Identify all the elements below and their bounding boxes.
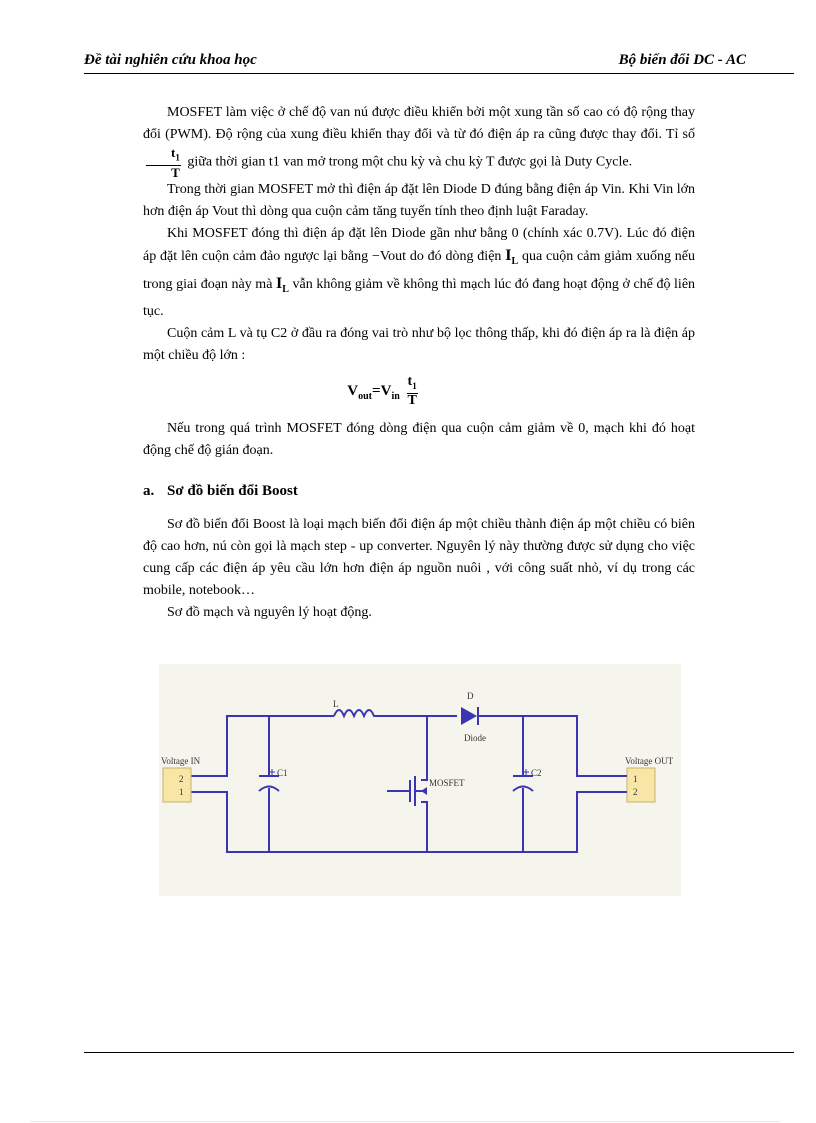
section-number: a.: [143, 482, 155, 499]
capacitor-polarity: [269, 769, 529, 775]
symbol-inductor-current: $I_L$: [276, 274, 289, 295]
label-c1: C1: [277, 768, 288, 778]
paragraph-discontinuous: Nếu trong quá trình MOSFET đóng dòng điện qua cuộn cảm giảm về 0, mạch khi đó hoạt động chế độ gián đoạn.: [143, 420, 695, 458]
section-title: Sơ đồ biến đổi Boost: [167, 482, 298, 499]
label-in-pin-bottom: 1: [179, 787, 184, 797]
document-body: [143, 102, 695, 624]
boost-circuit-diagram: [159, 664, 681, 896]
label-c2: C2: [531, 768, 542, 778]
label-diode-top: D: [467, 691, 474, 701]
section-heading: [143, 480, 695, 502]
diode-symbol: [461, 707, 477, 725]
formula-vout: $V_{out}=V_{in}$ $\frac{t_1}{T}$: [347, 373, 417, 408]
paragraph-mosfet-off: [143, 223, 695, 323]
symbol-inductor-current: $I_L$: [505, 246, 519, 267]
output-connector: [627, 768, 655, 802]
fraction-denominator: T: [171, 164, 180, 180]
wire-out-bottom: [523, 792, 611, 852]
wire-mosfet-drain: [421, 716, 427, 780]
paragraph-boost-intro: Sơ đồ biến đổi Boost là loại mạch biến đổi điện áp một chiều thành điện áp một chiều có biên độ cao hơn, nú còn gọi là mạch step - up converter. Nguyên lý này thường được sử dụng cho việc cung cấp các điện áp yêu cầu lớn hơn điện áp nguồn nuôi , với công suất nhỏ, ví dụ trong các mobile, notebook…: [143, 516, 695, 598]
paragraph-text: vẫn không giảm về không thì mạch lúc đó đang hoạt động ở chế độ liên tục.: [143, 276, 696, 319]
footer-divider: [84, 1052, 794, 1053]
wire-in-top: [191, 716, 334, 776]
fraction-numerator: t: [171, 145, 176, 160]
wire-in-bottom: [191, 792, 523, 852]
input-connector: [163, 768, 191, 802]
paragraph-text: Khi MOSFET đóng thì điện áp đặt lên Diode gần như bằng 0 (chính xác 0.7V). Lúc đó điện áp đặt lên cuộn cảm đảo ngược lại bằng −Vout do đó dòng điện: [143, 225, 695, 264]
header-divider: [84, 73, 794, 74]
paragraph-circuit-intro: Sơ đồ mạch và nguyên lý hoạt động.: [167, 604, 372, 620]
page-header: [84, 52, 794, 74]
label-out-pin-bottom: 2: [633, 787, 638, 797]
inductor-coil: [334, 710, 427, 716]
paragraph-text: MOSFET làm việc ở chế độ van nú được điều khiển bởi một xung tần số cao có độ rộng thay đổi (PWM). Độ rộng của xung điều khiển thay đổi và từ đó điện áp ra cũng được thay đổi. Tỉ số: [143, 105, 695, 142]
header-title-right: Bộ biến đổi DC - AC: [618, 52, 746, 68]
label-voltage-out: Voltage OUT: [625, 756, 674, 766]
paragraph-duty-cycle: [143, 102, 695, 179]
wire-mosfet-source: [421, 802, 427, 852]
fraction-t1-over-T: [146, 146, 181, 179]
label-mosfet: MOSFET: [429, 778, 465, 788]
paragraph-lowpass: Cuộn cảm L và tụ C2 ở đầu ra đóng vai trò như bộ lọc thông thấp, khi đó điện áp ra là điện áp một chiều độ lớn :: [143, 325, 695, 363]
paragraph-mosfet-on: Trong thời gian MOSFET mở thì điện áp đặt lên Diode D đúng bằng điện áp Vin. Khi Vin lớn hơn điện áp Vout thì dòng qua cuộn cảm tăng tuyến tính theo định luật Faraday.: [143, 181, 695, 219]
wire-from-diode: [479, 716, 611, 776]
formula-fraction: $\frac{t_1}{T}$: [407, 373, 417, 408]
fraction-numerator-sub: 1: [175, 152, 180, 163]
page-bottom-edge: [30, 1121, 780, 1122]
label-inductor: L: [333, 699, 339, 709]
label-diode-bottom: Diode: [464, 733, 486, 743]
paragraph-text: giữa thời gian t1 van mở trong một chu kỳ và chu kỳ T được gọi là Duty Cycle.: [187, 154, 633, 170]
header-title-left: Đề tài nghiên cứu khoa học: [84, 52, 257, 68]
label-voltage-in: Voltage IN: [161, 756, 201, 766]
label-out-pin-top: 1: [633, 774, 638, 784]
paragraph-text: qua cuộn cảm giảm xuống nếu trong giai đoạn này mà: [143, 248, 696, 292]
label-in-pin-top: 2: [179, 774, 184, 784]
